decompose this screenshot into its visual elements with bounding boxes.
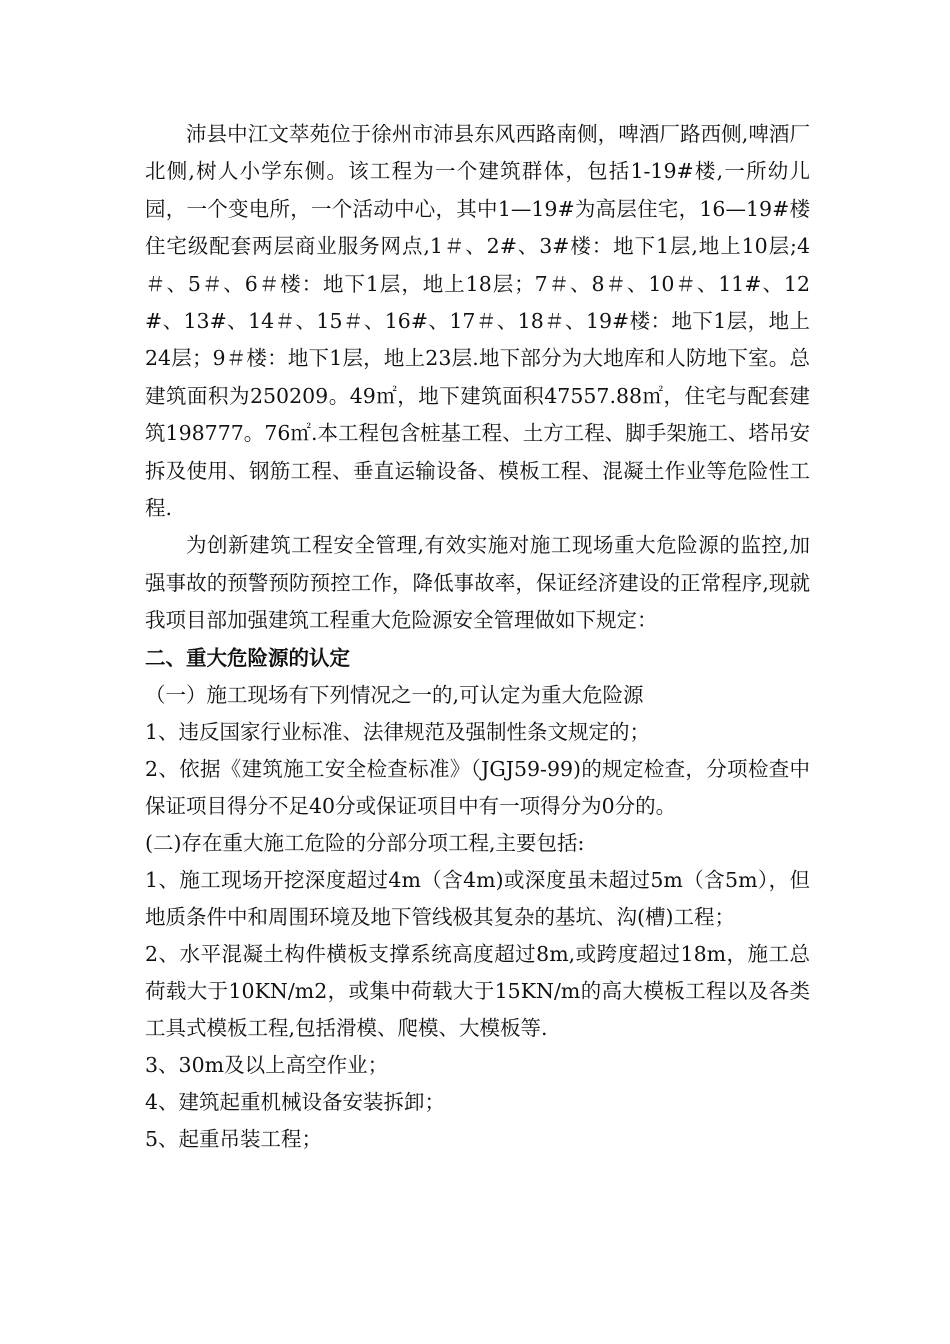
list-item: 1、施工现场开挖深度超过4m（含4m)或深度虽未超过5m（含5m），但地质条件中和周围环境及地下管线极其复杂的基坑、沟(槽)工程； <box>145 867 810 929</box>
purpose-paragraph: 为创新建筑工程安全管理,有效实施对施工现场重大危险源的监控,加强事故的预警预防预控工作，降低事故率，保证经济建设的正常程序,现就我项目部加强建筑工程重大危险源安全管理做如下规定： <box>145 533 810 633</box>
list-item: 2、依据《建筑施工安全检查标准》（JGJ59-99)的规定检查，分项检查中保证项目得分不足40分或保证项目中有一项得分为0分的。 <box>145 756 810 818</box>
list-item: （一）施工现场有下列情况之一的,可认定为重大危险源 <box>145 682 644 707</box>
section-heading: 二、重大危险源的认定 <box>145 645 350 670</box>
document-body <box>145 116 810 1158</box>
hazard-criteria-list <box>145 677 810 1158</box>
overview-paragraph: 沛县中江文萃苑位于徐州市沛县东风西路南侧，啤酒厂路西侧,啤酒厂北侧,树人小学东侧。该工程为一个建筑群体，包括1-19#楼,一所幼儿园，一个变电所，一个活动中心，其中1—19#为高层住宅，16—19#楼住宅级配套两层商业服务网点,1＃、2#、3#楼：地下1层,地上10层;4＃、5＃、6＃楼：地下1层，地上18层；7＃、8＃、10＃、11#、12#、13#、14＃、15＃、16#、17＃、18＃、19#楼：地下1层，地上24层；9＃楼：地下1层，地上23层.地下部分为大地库和人防地下室。总建筑面积为250209。49㎡，地下建筑面积47557.88㎡，住宅与配套建筑198777。76㎡.本工程包含桩基工程、土方工程、脚手架施工、塔吊安拆及使用、钢筋工程、垂直运输设备、模板工程、混凝土作业等危险性工程. <box>145 122 810 521</box>
list-item: 4、建筑起重机械设备安装拆卸； <box>145 1089 446 1114</box>
list-item: 3、30m及以上高空作业； <box>145 1052 389 1077</box>
list-item: 2、水平混凝土构件横板支撑系统高度超过8m,或跨度超过18m，施工总荷载大于10KN/m2，或集中荷载大于15KN/m的高大模板工程以及各类工具式模板工程,包括滑模、爬模、大模板等. <box>145 941 810 1040</box>
list-item: (二)存在重大施工危险的分部分项工程,主要包括: <box>145 830 585 855</box>
list-item: 5、起重吊装工程； <box>145 1126 323 1151</box>
list-item: 1、违反国家行业标准、法律规范及强制性条文规定的； <box>145 719 651 744</box>
project-overview <box>145 116 810 640</box>
